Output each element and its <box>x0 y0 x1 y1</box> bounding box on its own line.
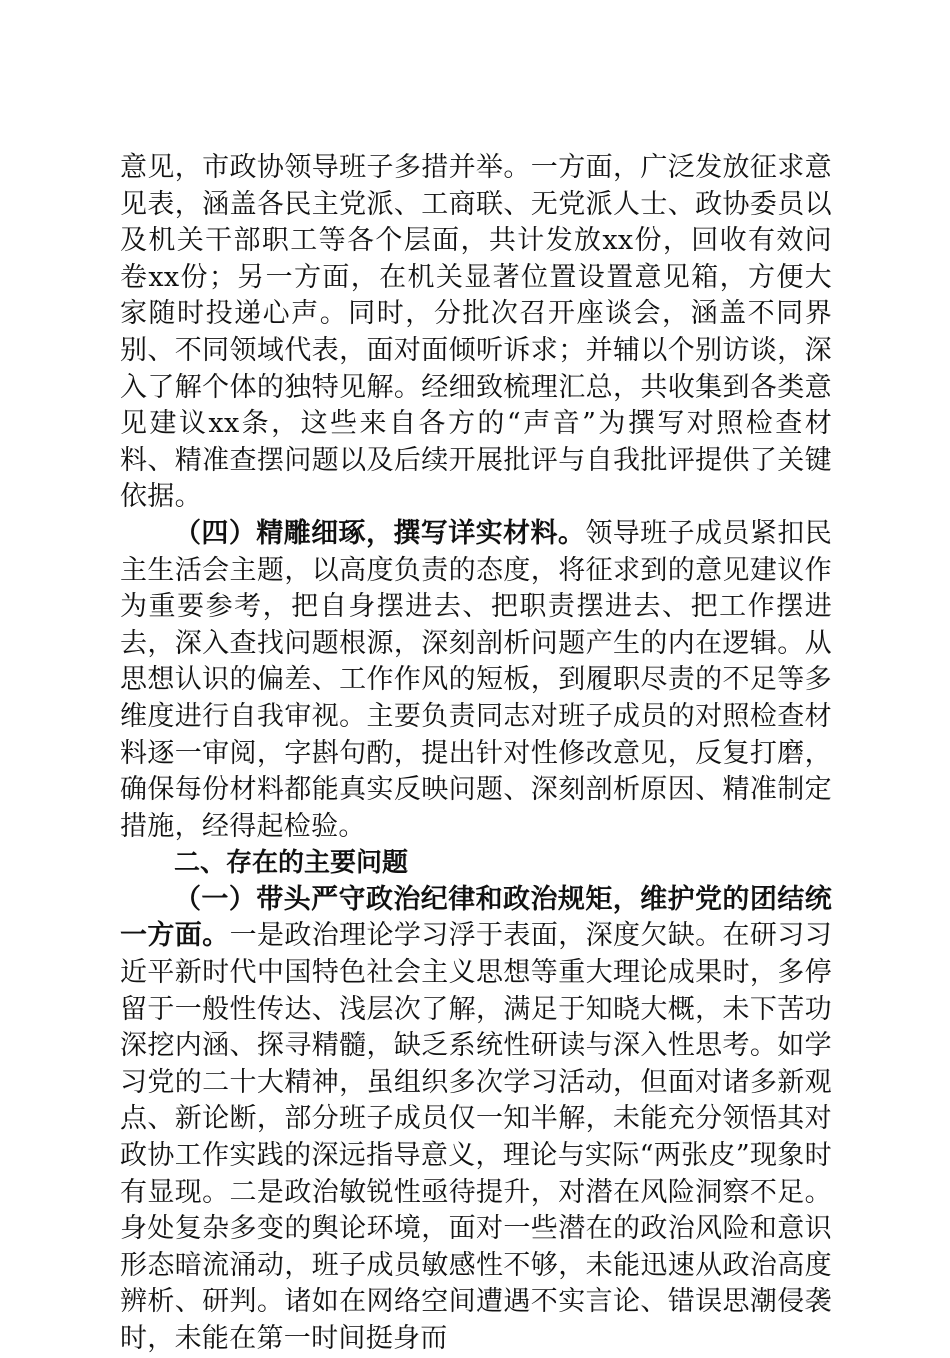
section-heading-main-problems: 二、存在的主要问题 <box>174 848 409 879</box>
paragraph-political-discipline <box>120 882 832 1358</box>
paragraph-lead: （四）精雕细琢，撰写详实材料。 <box>174 517 586 549</box>
paragraph-lead: （一）带头严守政治纪律和政治规矩，维护党的团结统一方面。 <box>120 883 832 952</box>
paragraph-material-writing <box>120 516 832 845</box>
paragraph-text: 一是政治理论学习浮于表面，深度欠缺。在研习习近平新时代中国特色社会主义思想等重大理论成果时，多停留于一般性传达、浅层次了解，满足于知晓大概，未下苦功深挖内涵、探寻精髓，缺乏系统性研读与深入性思考。如学习党的二十大精神，虽组织多次学习活动，但面对诸多新观点、新论断，部分班子成员仅一知半解，未能充分领悟其对政协工作实践的深远指导意义，理论与实际“两张皮”现象时有显现。二是政治敏锐性亟待提升，对潜在风险洞察不足。身处复杂多变的舆论环境，面对一些潜在的政治风险和意识形态暗流涌动，班子成员敏感性不够，未能迅速从政治高度辨析、研判。诸如在网络空间遭遇不实言论、错误思潮侵袭时，未能在第一时间挺身而 <box>120 920 832 1354</box>
document-body <box>120 150 832 1358</box>
paragraph-opinion-collection <box>120 150 832 516</box>
paragraph-text: 领导班子成员紧扣民主生活会主题，以高度负责的态度，将征求到的意见建议作为重要参考，把自身摆进去、把职责摆进去、把工作摆进去，深入查找问题根源，深刻剖析问题产生的内在逻辑。从思想认识的偏差、工作作风的短板，到履职尽责的不足等多维度进行自我审视。主要负责同志对班子成员的对照检查材料逐一审阅，字斟句酌，提出针对性修改意见，反复打磨，确保每份材料都能真实反映问题、深刻剖析原因、精准制定措施，经得起检验。 <box>120 517 833 842</box>
paragraph-text: 意见，市政协领导班子多措并举。一方面，广泛发放征求意见表，涵盖各民主党派、工商联、无党派人士、政协委员以及机关干部职工等各个层面，共计发放xx份，回收有效问卷xx份；另一方面，在机关显著位置设置意见箱，方便大家随时投递心声。同时，分批次召开座谈会，涵盖不同界别、不同领域代表，面对面倾听诉求；并辅以个别访谈，深入了解个体的独特见解。经细致梳理汇总，共收集到各类意见建议xx条，这些来自各方的“声音”为撰写对照检查材料、精准查摆问题以及后续开展批评与自我批评提供了关键依据。 <box>120 152 832 513</box>
